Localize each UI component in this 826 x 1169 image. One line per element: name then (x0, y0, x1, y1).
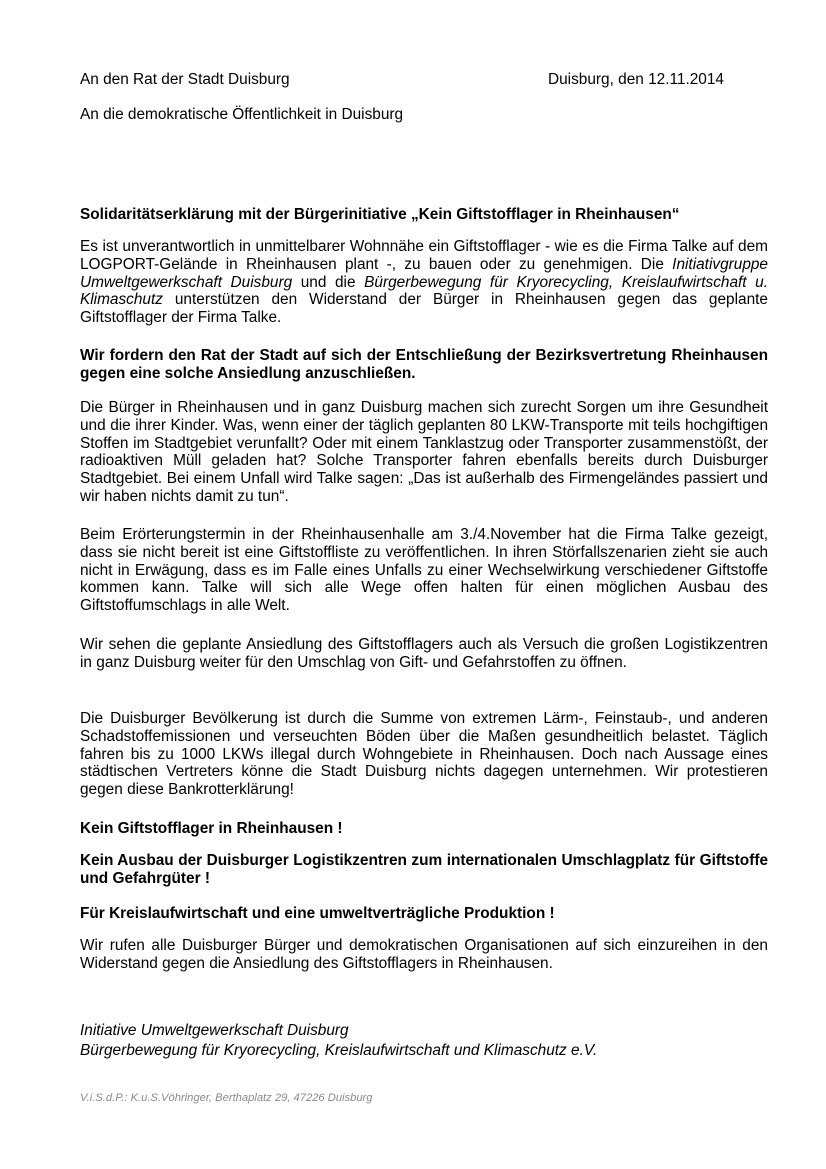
intro-text-c: unterstützen den Widerstand der Bürger in Rheinhausen gegen das geplante Giftstofflager der Firma Talke. (80, 291, 768, 327)
signature-movement: Bürgerbewegung für Kryorecycling, Kreislaufwirtschaft und Klimaschutz e.V. (80, 1042, 598, 1059)
intro-text-b: und die (292, 273, 365, 291)
footer-responsible: V.i.S.d.P.: K.u.S.Vöhringer, Berthaplatz 29, 47226 Duisburg (80, 1092, 373, 1104)
signature-initiative: Initiative Umweltgewerkschaft Duisburg (80, 1022, 349, 1039)
intro-text-a: Es ist unverantwortlich in unmittelbarer Wohnnähe ein Giftstofflager - wie es die Firma Talke auf dem LOGPORT-Gelände in Rheinhausen plant -, zu bauen oder zu genehmigen. Die (80, 238, 768, 273)
recipient-council: An den Rat der Stadt Duisburg (80, 71, 290, 88)
recipient-public: An die demokratische Öffentlichkeit in Duisburg (80, 106, 404, 123)
slogan-no-toxic-storage: Kein Giftstofflager in Rheinhausen ! (80, 820, 343, 837)
org-name-movement: Bürgerbewegung für Kryorecycling, Kreislaufwirtschaft u. Klimaschutz (80, 273, 768, 309)
slogan-circular-economy: Für Kreislaufwirtschaft und eine umweltverträgliche Produktion ! (80, 905, 555, 922)
org-name-initiative: Initiativgruppe Umweltgewerkschaft Duisburg (80, 255, 768, 291)
slogan-no-expansion: Kein Ausbau der Duisburger Logistikzentren zum internationalen Umschlagplatz für Giftstoffe und Gefahrgüter ! (80, 852, 768, 887)
demand-paragraph: Wir fordern den Rat der Stadt auf sich der Entschließung der Bezirksvertretung Rheinhausen gegen eine solche Ansiedlung anzuschließen. (80, 347, 768, 382)
paragraph-call-to-action: Wir rufen alle Duisburger Bürger und demokratischen Organisationen auf sich einzureihen in den Widerstand gegen die Ansiedlung des Giftstofflagers in Rheinhausen. (80, 937, 768, 972)
place-date: Duisburg, den 12.11.2014 (548, 71, 724, 88)
paragraph-pollution: Die Duisburger Bevölkerung ist durch die Summe von extremen Lärm-, Feinstaub-, und anderen Schadstoffemissionen und verseuchten Böden über die Maßen gesundheitlich belastet. Täglich fahren bis zu 1000 LKWs illegal durch Wohngebiete in Rheinhausen. Doch nach Aussage eines städtischen Vertreters könne die Stadt Duisburg nichts dagegen unternehmen. Wir protestieren gegen diese Bankrotterklärung! (80, 710, 768, 799)
paragraph-hearing: Beim Erörterungstermin in der Rheinhausenhalle am 3./4.November hat die Firma Talke gezeigt, dass sie nicht bereit ist eine Giftstoffliste zu veröffentlichen. In ihren Störfallszenarien zieht sie auch nicht in Erwägung, dass es im Falle eines Unfalls zu einer Wechselwirkung verschiedener Giftstoffe kommen kann. Talke will sich alle Wege offen halten für einen möglichen Ausbau des Giftstoffumschlags in alle Welt. (80, 526, 768, 615)
paragraph-logistics: Wir sehen die geplante Ansiedlung des Giftstofflagers auch als Versuch die großen Logistikzentren in ganz Duisburg weiter für den Umschlag von Gift- und Gefahrstoffen zu öffnen. (80, 636, 768, 671)
paragraph-concerns: Die Bürger in Rheinhausen und in ganz Duisburg machen sich zurecht Sorgen um ihre Gesundheit und die ihrer Kinder. Was, wenn einer der täglich geplanten 80 LKW-Transporte mit teils hochgiftigen Stoffen im Stadtgebiet verunfallt? Oder mit einem Tanklastzug oder Transporter zusammenstößt, der radioaktiven Müll geladen hat? Solche Transporter fahren ebenfalls bereits durch Duisburger Stadtgebiet. Bei einem Unfall wird Talke sagen: „Das ist außerhalb des Firmengeländes passiert und wir haben nichts damit zu tun“. (80, 399, 768, 505)
paragraph-intro (80, 238, 768, 327)
document-title: Solidaritätserklärung mit der Bürgerinitiative „Kein Giftstofflager in Rheinhausen“ (80, 206, 680, 223)
